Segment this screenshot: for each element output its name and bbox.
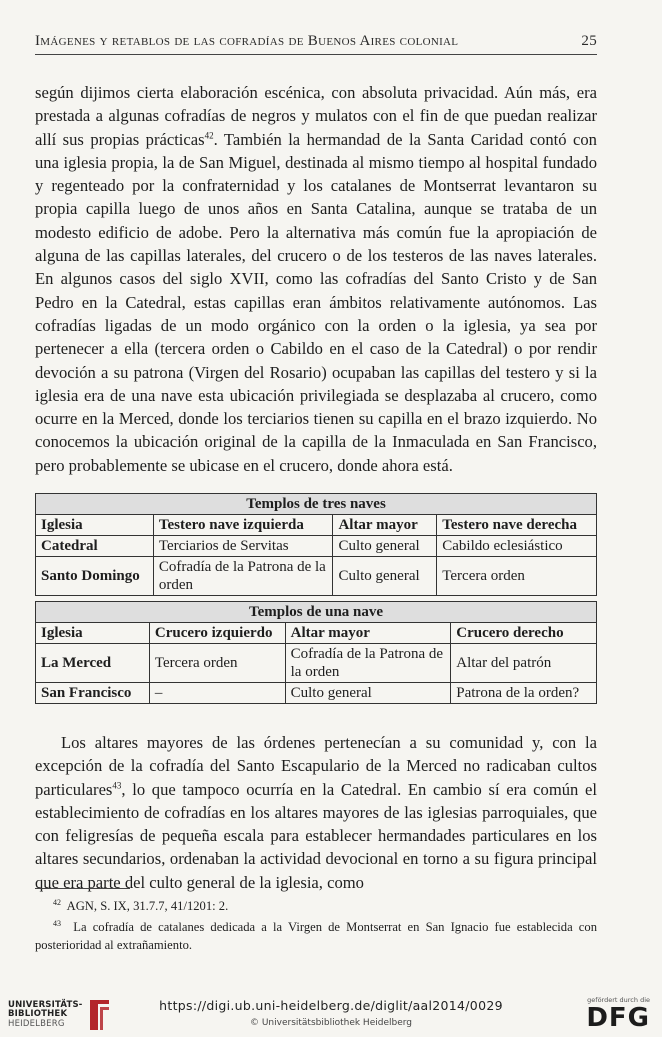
row-header: Santo Domingo — [36, 557, 154, 596]
dfg-logo[interactable] — [586, 996, 650, 1031]
library-name-line1: UNIVERSITÄTS- — [8, 999, 83, 1010]
column-header: Crucero derecho — [451, 623, 597, 644]
table-cell: Culto general — [285, 683, 451, 704]
footnote-divider — [35, 888, 130, 889]
table-caption: Templos de una nave — [36, 602, 597, 623]
table-row — [36, 683, 597, 704]
column-header: Testero nave derecha — [437, 515, 597, 536]
footnote-text: La cofradía de catalanes dedicada a la Virgen de Montserrat en San Ignacio fue establecida con posterioridad al extrañamiento. — [35, 920, 597, 953]
table-cell: – — [149, 683, 285, 704]
library-name-line3: HEIDELBERG — [8, 1018, 65, 1029]
table-cell: Culto general — [333, 536, 437, 557]
paragraph-2-text-a: Los altares mayores de las órdenes pertenecían a su comunidad y, con la excepción de la cofradía del Santo Escapulario de la Merced no radicaban cultos particulares — [35, 733, 597, 799]
footnote-text: AGN, S. IX, 31.7.7, 41/1201: 2. — [66, 899, 229, 914]
table-cell: Terciarios de Servitas — [153, 536, 333, 557]
paragraph-1 — [35, 81, 597, 477]
copyright-notice: © Universitätsbibliothek Heidelberg — [249, 1018, 412, 1028]
footnote-ref-42[interactable]: 42 — [204, 130, 214, 141]
paragraph-1-text-b: . También la hermandad de la Santa Caridad contó con una iglesia propia, la de San Miguel, destinada al mismo tiempo al hospital fundado y regenteado por la confraternidad y los catalanes de Montserrat levantaron su propia capilla luego de unos años en Santa Catalina, aunque se trataba de un modesto edificio de adobe. Pero la alternativa más común fue la apropiación de alguna de las capillas laterales, del crucero o de los testeros de las naves laterales. En algunos casos del siglo XVII, como las cofradías del Santo Cristo y de San Pedro en la Catedral, estas capillas eran ámbitos relativamente autónomos. Las cofradías ligadas de un modo orgánico con la orden o la iglesia, ya sea por pertenecer a ella (tercera orden o Cabildo en el caso de la Catedral) o por rendir devoción a su patrona (Virgen del Rosario) ocupaban las capillas del testero y si la iglesia era de una nave esta ubicación privilegiada se desplazaba al crucero, como ocurre en la Merced, donde los terciarios tienen su capilla en el brazo izquierdo. No conocemos la ubicación original de la capilla de la Inmaculada en San Francisco, pero probablemente se ubicase en el crucero, donde ahora está. — [35, 129, 597, 475]
table-one-nave — [35, 601, 597, 704]
paragraph-1-text-a: según dijimos cierta elaboración escénica, con absoluta privacidad. Aún más, era prestada a algunas cofradías de negros y mulatos con el fin de que puedan realizar allí sus propias prácticas — [35, 83, 597, 149]
table-cell: Culto general — [333, 557, 437, 596]
table-row — [36, 536, 597, 557]
column-header: Altar mayor — [333, 515, 437, 536]
table-caption: Templos de tres naves — [36, 494, 597, 515]
page-number: 25 — [581, 33, 597, 49]
column-header: Iglesia — [36, 623, 150, 644]
row-header: San Francisco — [36, 683, 150, 704]
funding-note: gefördert durch die — [587, 996, 650, 1004]
table-cell: Tercera orden — [149, 644, 285, 683]
running-head — [35, 33, 597, 55]
table-cell: Cofradía de la Patrona de la orden — [153, 557, 333, 596]
library-name-line2: BIBLIOTHEK — [8, 1009, 68, 1020]
row-header: La Merced — [36, 644, 150, 683]
footnotes — [35, 894, 597, 954]
column-header: Crucero izquierdo — [149, 623, 285, 644]
table-cell: Patrona de la orden? — [451, 683, 597, 704]
footnote-42 — [35, 894, 597, 915]
row-header: Catedral — [36, 536, 154, 557]
digitization-footer — [0, 990, 662, 1037]
table-three-naves — [35, 493, 597, 596]
table-cell: Cofradía de la Patrona de la orden — [285, 644, 451, 683]
running-title: Imágenes y retablos de las cofradías de Buenos Aires colonial — [35, 33, 459, 49]
footnote-number: 42 — [53, 898, 61, 907]
paragraph-2-text-b: , lo que tampoco ocurría en la Catedral. En cambio sí era común el establecimiento de cofradías en los altares mayores de las iglesias parroquiales, que con feligresías de pequeña escala para establecer hermandades particulares en los altares secundarios, ordenaban la actividad devocional en torno a su figura principal que era parte del culto general de la iglesia, como — [35, 779, 597, 892]
footnote-ref-43[interactable]: 43 — [112, 780, 122, 791]
footnote-number: 43 — [53, 919, 61, 929]
table-cell: Altar del patrón — [451, 644, 597, 683]
footnote-43 — [35, 915, 597, 954]
table-cell: Tercera orden — [437, 557, 597, 596]
dfg-wordmark: DFG — [586, 1003, 650, 1033]
table-row — [36, 644, 597, 683]
column-header: Altar mayor — [285, 623, 451, 644]
column-header: Testero nave izquierda — [153, 515, 333, 536]
permalink-url[interactable]: https://digi.ub.uni-heidelberg.de/diglit/aal2014/0029 — [159, 998, 503, 1013]
paragraph-2 — [35, 731, 597, 894]
table-cell: Cabildo eclesiástico — [437, 536, 597, 557]
table-row — [36, 557, 597, 596]
column-header: Iglesia — [36, 515, 154, 536]
